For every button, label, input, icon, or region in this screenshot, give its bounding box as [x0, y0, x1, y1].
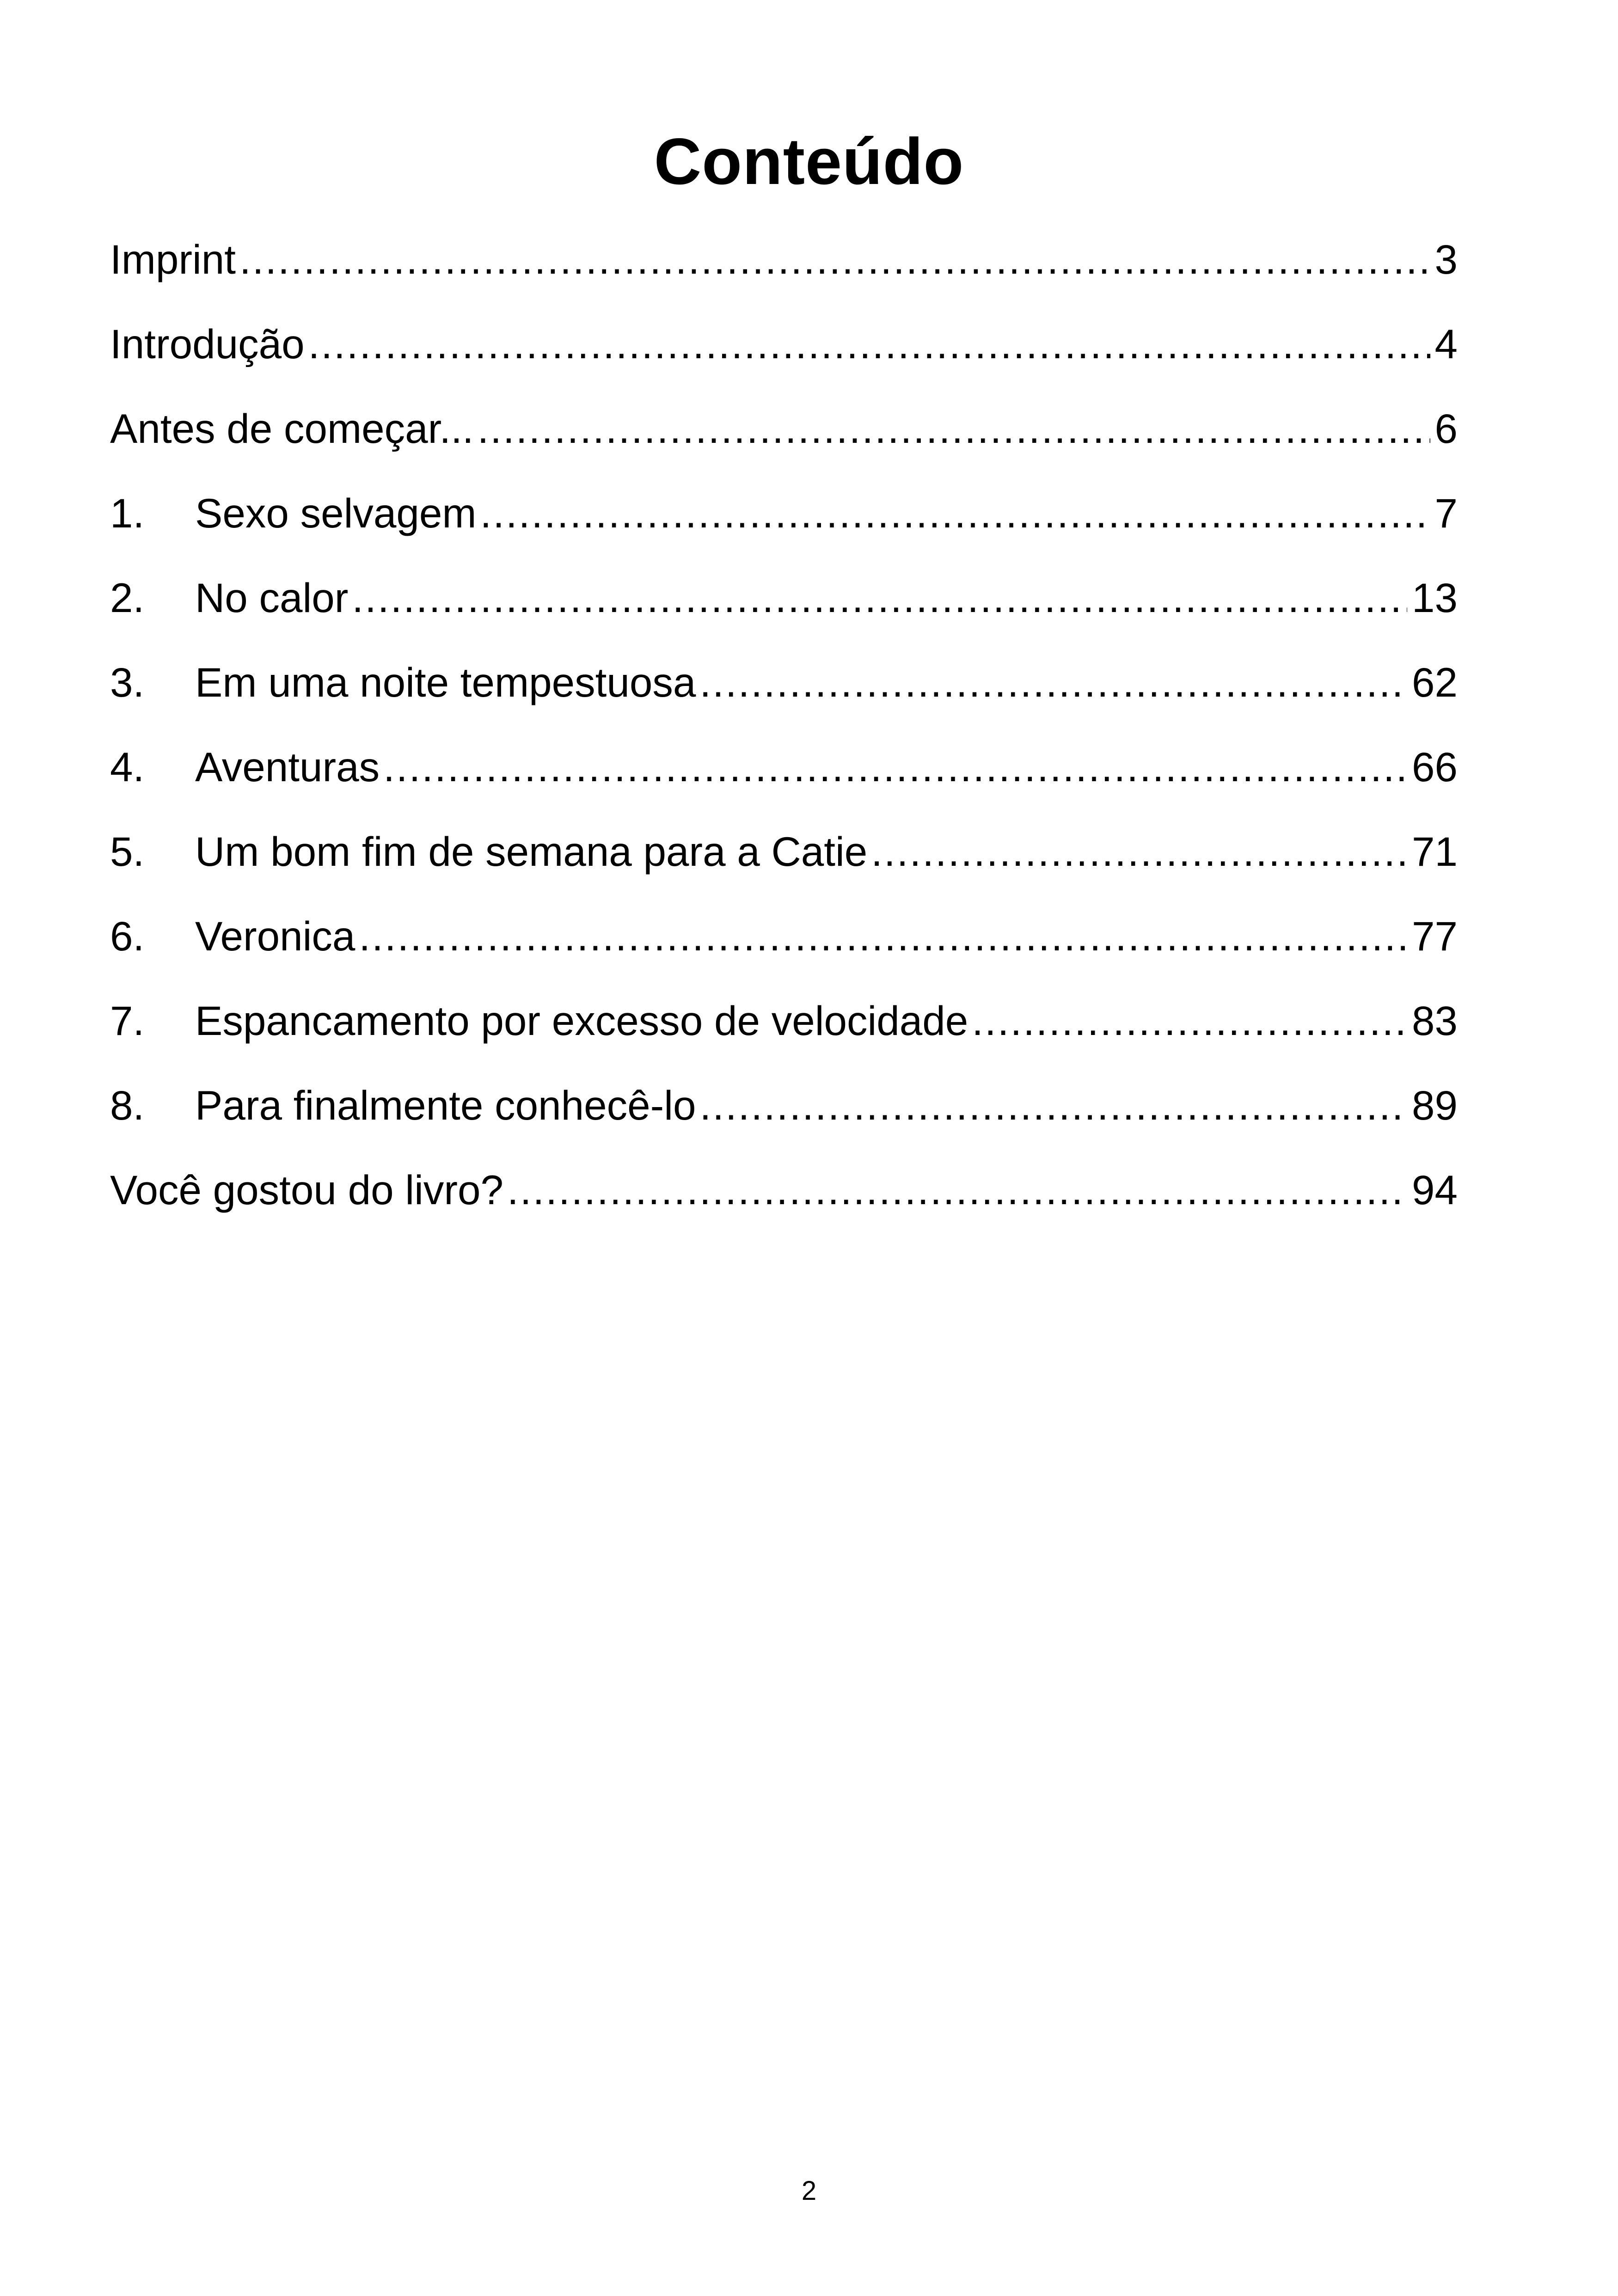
toc-entry-label: Imprint — [110, 236, 236, 282]
toc-entry-number: 6. — [110, 913, 145, 959]
toc-entry-label: Veronica — [195, 913, 355, 959]
toc-entry-page: 66 — [1412, 744, 1458, 790]
toc-entry-label: Sexo selvagem — [195, 490, 477, 536]
toc-entry-label: Antes de começar... — [110, 405, 474, 452]
toc-entry-chapter-4[interactable] — [110, 725, 1458, 809]
toc-entry-number: 7. — [110, 998, 145, 1044]
toc-entry-imprint[interactable] — [110, 217, 1458, 302]
toc-entry-voce-gostou[interactable] — [110, 1148, 1458, 1232]
toc-entry-label: Um bom fim de semana para a Catie — [195, 828, 868, 875]
toc-entry-page: 6 — [1434, 405, 1458, 452]
dot-leader — [359, 894, 1407, 979]
toc-entry-page: 7 — [1434, 490, 1458, 536]
toc-entry-page: 83 — [1412, 998, 1458, 1044]
toc-entry-number: 2. — [110, 575, 145, 621]
toc-entry-label: Em uma noite tempestuosa — [195, 659, 696, 705]
dot-leader — [383, 725, 1407, 809]
dot-leader — [239, 217, 1430, 302]
dot-leader — [308, 302, 1430, 386]
dot-leader — [480, 471, 1430, 556]
toc-entry-label: No calor — [195, 575, 349, 621]
toc-entry-page: 62 — [1412, 659, 1458, 705]
toc-entry-page: 4 — [1434, 321, 1458, 367]
toc-entry-label: Você gostou do livro? — [110, 1167, 504, 1213]
toc-entry-chapter-2[interactable] — [110, 556, 1458, 640]
toc-entry-number: 5. — [110, 828, 145, 875]
toc-entry-chapter-6[interactable] — [110, 894, 1458, 979]
dot-leader — [352, 556, 1407, 640]
toc-entry-number: 8. — [110, 1082, 145, 1128]
table-of-contents — [110, 217, 1458, 1232]
toc-entry-chapter-1[interactable] — [110, 471, 1458, 556]
toc-entry-page: 89 — [1412, 1082, 1458, 1128]
toc-entry-chapter-7[interactable] — [110, 979, 1458, 1063]
dot-leader — [478, 386, 1430, 471]
dot-leader — [871, 809, 1407, 894]
toc-entry-page: 3 — [1434, 236, 1458, 282]
toc-entry-label: Aventuras — [195, 744, 380, 790]
dot-leader — [699, 1063, 1407, 1148]
toc-entry-chapter-5[interactable] — [110, 809, 1458, 894]
toc-entry-number: 3. — [110, 659, 145, 705]
toc-entry-page: 94 — [1412, 1167, 1458, 1213]
page-title: Conteúdo — [654, 125, 964, 198]
toc-entry-introducao[interactable] — [110, 302, 1458, 386]
toc-entry-label: Espancamento por excesso de velocidade — [195, 998, 968, 1044]
toc-entry-number: 1. — [110, 490, 145, 536]
toc-entry-chapter-3[interactable] — [110, 640, 1458, 725]
toc-entry-page: 77 — [1412, 913, 1458, 959]
toc-entry-page: 13 — [1412, 575, 1458, 621]
page-number: 2 — [801, 2176, 817, 2206]
toc-entry-chapter-8[interactable] — [110, 1063, 1458, 1148]
toc-entry-antes-de-comecar[interactable] — [110, 386, 1458, 471]
dot-leader — [699, 640, 1407, 725]
dot-leader — [972, 979, 1407, 1063]
toc-entry-page: 71 — [1412, 828, 1458, 875]
toc-entry-label: Para finalmente conhecê-lo — [195, 1082, 696, 1128]
toc-entry-number: 4. — [110, 744, 145, 790]
toc-entry-label: Introdução — [110, 321, 305, 367]
dot-leader — [507, 1148, 1407, 1232]
